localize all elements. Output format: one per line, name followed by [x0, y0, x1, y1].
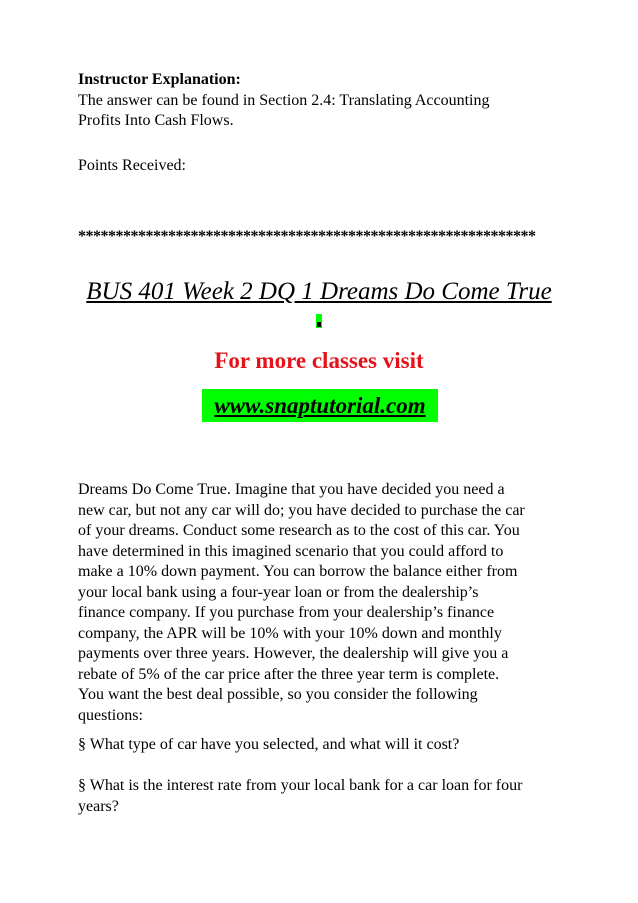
- points-received: [78, 156, 578, 177]
- paragraph-line: your local bank using a four-year loan or from the dealership’s: [78, 583, 479, 601]
- instructor-explanation: [78, 70, 578, 132]
- body-paragraph: [78, 480, 525, 726]
- paragraph-line: of your dreams. Conduct some research as to the cost of this car. You: [78, 522, 520, 539]
- instructor-line: The answer can be found in Section 2.4: Translating Accounting: [78, 91, 490, 109]
- course-heading-link[interactable]: BUS 401 Week 2 DQ 1 Dreams Do Come True: [86, 278, 552, 305]
- promo-visit-text: For more classes visit: [214, 348, 424, 373]
- question-item: [78, 776, 522, 817]
- paragraph-line: Dreams Do Come True. Imagine that you have decided you need a: [78, 481, 505, 498]
- paragraph-line: have determined in this imagined scenario that you could afford to: [78, 542, 504, 560]
- heading-period: [317, 322, 321, 327]
- question-line: § What is the interest rate from your local bank for a car loan for four: [78, 777, 523, 794]
- course-heading[interactable]: [0, 276, 638, 308]
- paragraph-line: rebate of 5% of the car price after the three year term is complete.: [78, 665, 500, 683]
- question-item: [78, 735, 459, 756]
- paragraph-line: make a 10% down payment. You can borrow the balance either from: [78, 563, 518, 580]
- paragraph-line: company, the APR will be 10% with your 10% down and monthly: [78, 624, 502, 642]
- points-label: Points Received:: [78, 157, 186, 174]
- paragraph-line: finance company. If you purchase from your dealership’s finance: [78, 604, 495, 621]
- instructor-title: Instructor Explanation:: [78, 71, 241, 88]
- paragraph-line: payments over three years. However, the dealership will give you a: [78, 645, 509, 662]
- promo-url-link[interactable]: www.snaptutorial.com: [202, 389, 438, 422]
- asterisk-divider: *************************************************************: [78, 228, 536, 245]
- paragraph-line: You want the best deal possible, so you consider the following: [78, 686, 478, 703]
- question-line: § What type of car have you selected, and what will it cost?: [78, 736, 460, 753]
- instructor-line: Profits Into Cash Flows.: [78, 112, 234, 129]
- question-line: years?: [78, 797, 119, 815]
- paragraph-line: new car, but not any car will do; you have decided to purchase the car: [78, 501, 525, 519]
- paragraph-line: questions:: [78, 706, 143, 724]
